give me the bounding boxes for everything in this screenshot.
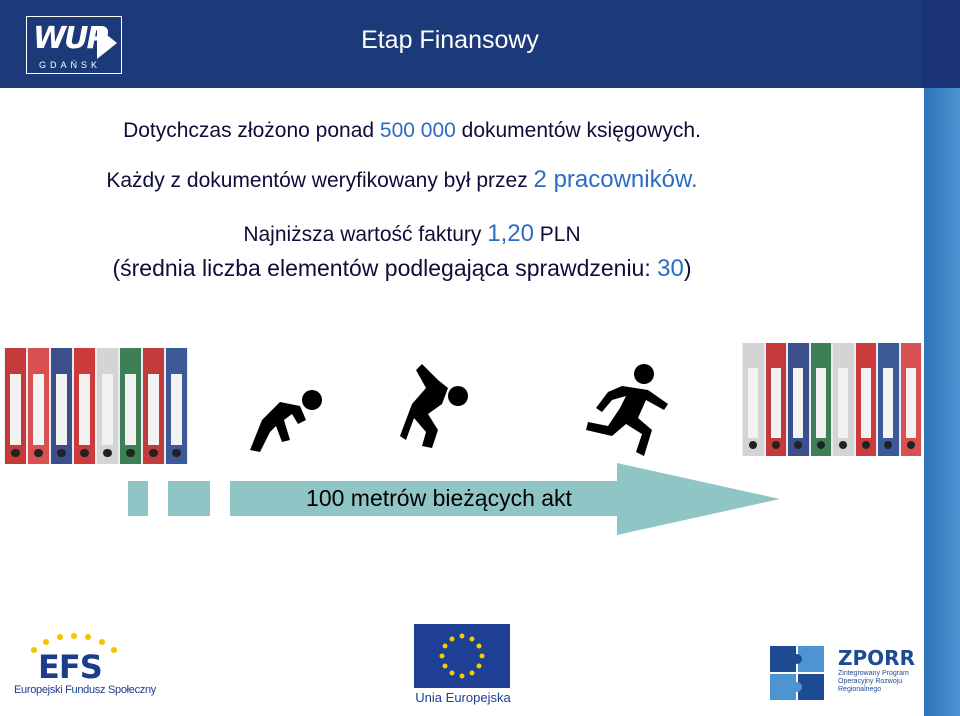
logo-subtitle: GDAŃSK [39, 60, 102, 70]
eu-flag-icon [414, 624, 510, 688]
line1-pre: Dotychczas złożono ponad [123, 119, 380, 142]
binder [120, 348, 141, 464]
side-decoration-bar [924, 88, 960, 716]
binder [166, 348, 187, 464]
zporr-logo-subtitle: Zintegrowany Program Operacyjny Rozwoju Regionalnego [838, 670, 909, 693]
folders-image-right [742, 343, 922, 456]
line3-post: PLN [533, 223, 581, 246]
line4-pre: (średnia liczba elementów podlegająca sprawdzeniu: [112, 255, 658, 281]
binder [143, 348, 164, 464]
binder [74, 348, 95, 464]
eu-label: Unia Europejska [415, 690, 511, 705]
text-line-verifiers [0, 166, 924, 194]
binder [833, 343, 854, 456]
text-line-avg-elements [0, 255, 924, 283]
efs-logo-subtitle: Europejski Fundusz Społeczny [14, 684, 157, 696]
header-side-block [922, 0, 960, 88]
binder [51, 348, 72, 464]
line2-value: 2 pracowników. [533, 166, 698, 193]
page-title: Etap Finansowy [361, 26, 539, 54]
runner-start-icon [398, 360, 478, 456]
efs-logo-text: EFS [38, 648, 102, 686]
arrow-segment [168, 481, 210, 516]
line1-value: 500 000 [379, 119, 456, 142]
line4-post: ) [683, 255, 692, 281]
binder [901, 343, 922, 456]
runner-sprint-icon [582, 360, 674, 460]
binder [743, 343, 764, 456]
arrow-segment [128, 481, 148, 516]
text-line-min-invoice [0, 220, 924, 248]
text-line-documents [0, 119, 924, 143]
binder [788, 343, 809, 456]
zporr-puzzle-icon [768, 644, 826, 702]
zporr-logo-text: ZPORR [838, 646, 915, 670]
binder [766, 343, 787, 456]
line3-pre: Najniższa wartość faktury [243, 223, 488, 246]
line1-post: dokumentów księgowych. [455, 119, 701, 142]
logo-text: WUP [33, 21, 107, 56]
arrow-label: 100 metrów bieżących akt [306, 485, 572, 511]
binder [5, 348, 26, 464]
binder [811, 343, 832, 456]
header-bar [0, 0, 960, 88]
line3-value: 1,20 [487, 220, 534, 247]
binder [97, 348, 118, 464]
line2-pre: Każdy z dokumentów weryfikowany był przez [106, 169, 534, 192]
runner-crouch-icon [240, 380, 330, 456]
binder [856, 343, 877, 456]
folders-image-left [4, 348, 188, 464]
line4-value: 30 [657, 255, 684, 282]
binder [28, 348, 49, 464]
binder [878, 343, 899, 456]
